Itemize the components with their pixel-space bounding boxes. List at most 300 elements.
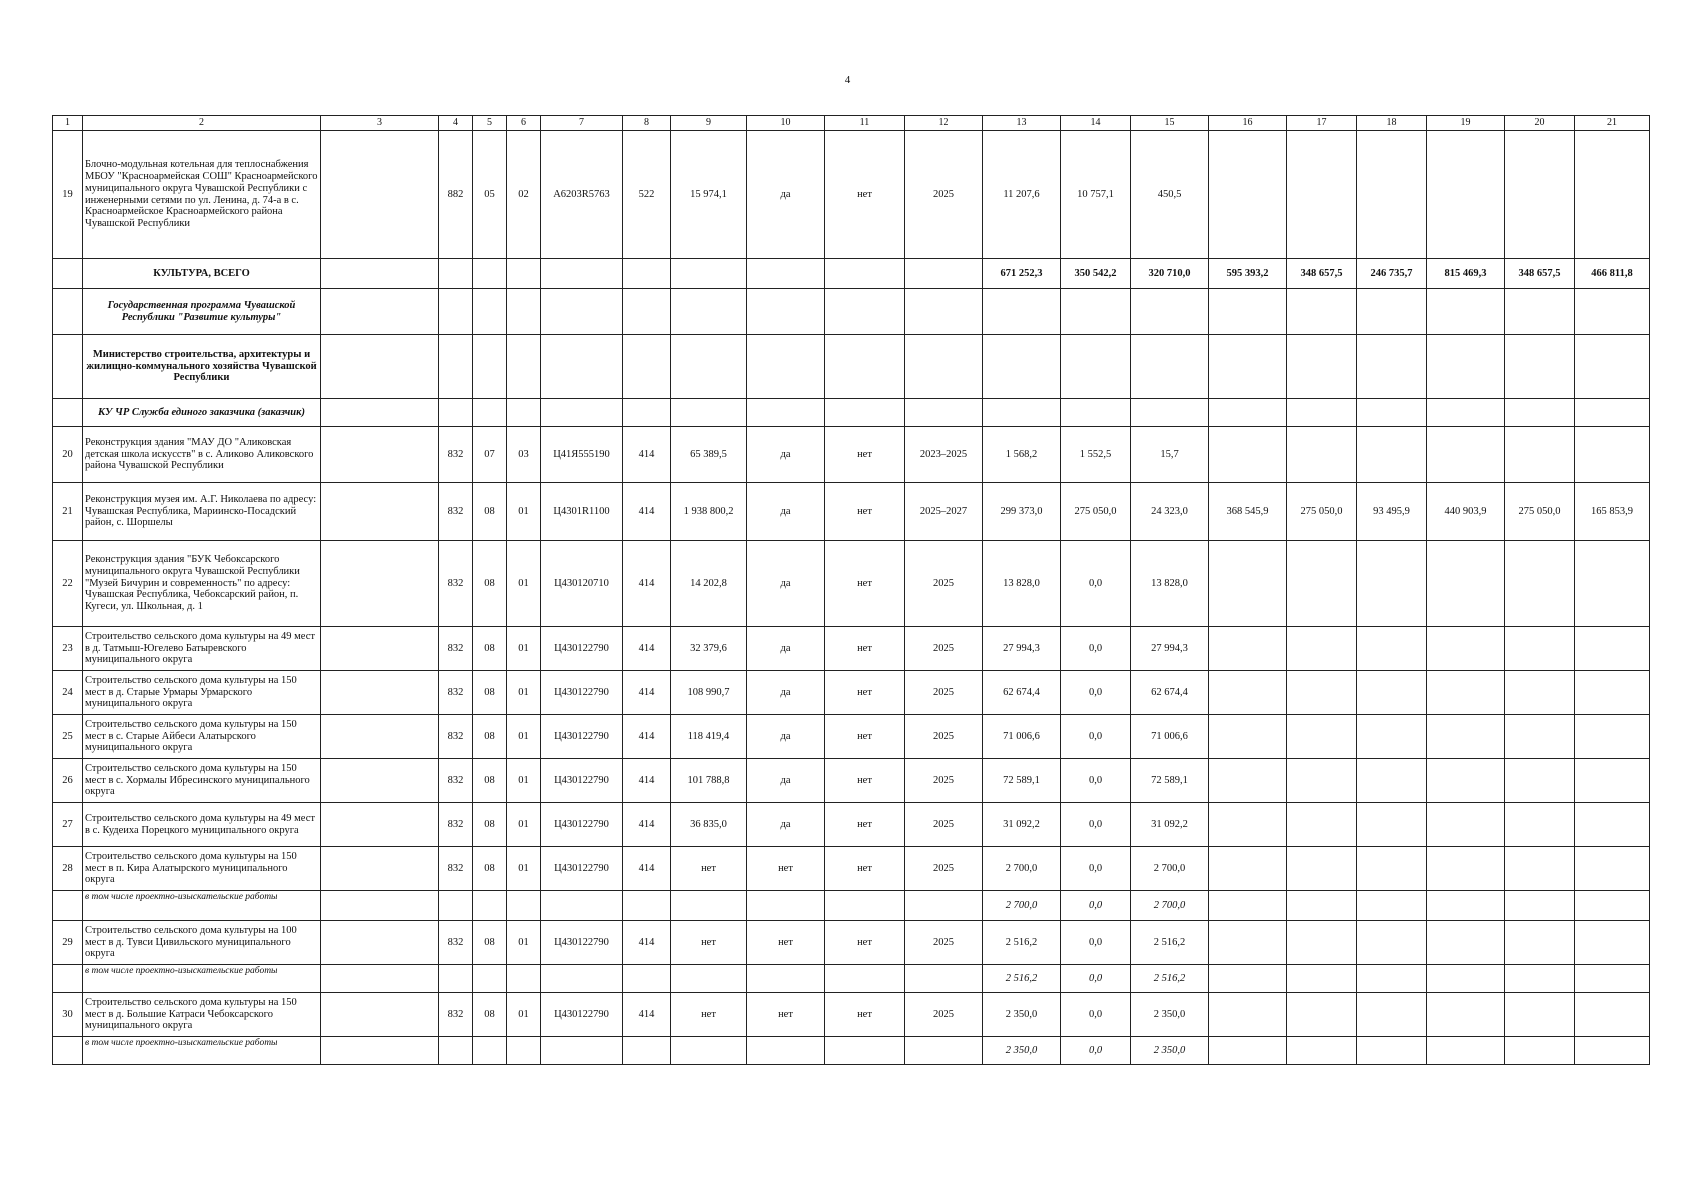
amount-cell: 2 350,0 <box>983 1037 1061 1065</box>
amount-cell: 671 252,3 <box>983 259 1061 289</box>
amount-cell <box>1505 1037 1575 1065</box>
table-cell: 01 <box>507 671 541 715</box>
table-cell <box>507 1037 541 1065</box>
amount-cell: 450,5 <box>1131 131 1209 259</box>
table-row <box>53 715 1650 759</box>
table-cell: 36 835,0 <box>671 803 747 847</box>
amount-cell <box>1575 399 1650 427</box>
table-cell: 101 788,8 <box>671 759 747 803</box>
table-cell <box>439 965 473 993</box>
amount-cell: 62 674,4 <box>983 671 1061 715</box>
object-name-cell: Министерство строительства, архитектуры и жилищно-коммунального хозяйства Чувашской Республики <box>83 335 321 399</box>
table-cell <box>671 399 747 427</box>
amount-cell <box>1357 847 1427 891</box>
table-cell: 2025 <box>905 715 983 759</box>
page-number: 4 <box>844 74 851 86</box>
amount-cell: 0,0 <box>1061 715 1131 759</box>
table-cell <box>321 627 439 671</box>
table-cell: 08 <box>473 847 507 891</box>
amount-cell <box>1287 965 1357 993</box>
table-cell <box>747 259 825 289</box>
table-cell: 832 <box>439 921 473 965</box>
amount-cell <box>1209 541 1287 627</box>
table-cell <box>671 1037 747 1065</box>
table-cell <box>541 259 623 289</box>
table-cell: 414 <box>623 993 671 1037</box>
amount-cell <box>1287 993 1357 1037</box>
amount-cell <box>1505 131 1575 259</box>
table-cell <box>473 289 507 335</box>
amount-cell: 71 006,6 <box>983 715 1061 759</box>
amount-cell: 15,7 <box>1131 427 1209 483</box>
amount-cell <box>1575 1037 1650 1065</box>
amount-cell <box>1575 541 1650 627</box>
table-cell: да <box>747 483 825 541</box>
amount-cell: 2 700,0 <box>1131 847 1209 891</box>
amount-cell: 93 495,9 <box>1357 483 1427 541</box>
header-cell: 18 <box>1357 116 1427 131</box>
table-body <box>53 116 1650 1065</box>
amount-cell <box>1209 627 1287 671</box>
row-number-cell: 26 <box>53 759 83 803</box>
table-row <box>53 921 1650 965</box>
table-cell: нет <box>825 671 905 715</box>
table-cell: Ц4301R1100 <box>541 483 623 541</box>
amount-cell <box>1209 759 1287 803</box>
object-name-cell: КУЛЬТУРА, ВСЕГО <box>83 259 321 289</box>
amount-cell <box>1427 399 1505 427</box>
amount-cell <box>1505 627 1575 671</box>
amount-cell: 1 568,2 <box>983 427 1061 483</box>
amount-cell: 13 828,0 <box>983 541 1061 627</box>
table-cell: 08 <box>473 803 507 847</box>
table-cell: 08 <box>473 759 507 803</box>
table-cell <box>321 759 439 803</box>
table-cell <box>507 399 541 427</box>
amount-cell <box>1357 1037 1427 1065</box>
amount-cell: 2 516,2 <box>983 965 1061 993</box>
table-cell <box>541 965 623 993</box>
amount-cell <box>1209 993 1287 1037</box>
table-row <box>53 541 1650 627</box>
amount-cell <box>1061 335 1131 399</box>
table-cell: 2025 <box>905 803 983 847</box>
amount-cell: 24 323,0 <box>1131 483 1209 541</box>
amount-cell <box>1357 759 1427 803</box>
amount-cell <box>1427 541 1505 627</box>
amount-cell <box>1287 847 1357 891</box>
table-row <box>53 131 1650 259</box>
row-number-cell <box>53 1037 83 1065</box>
header-cell: 11 <box>825 116 905 131</box>
table-cell: Ц430122790 <box>541 993 623 1037</box>
amount-cell <box>1575 803 1650 847</box>
table-cell <box>623 259 671 289</box>
amount-cell: 2 700,0 <box>983 847 1061 891</box>
table-cell <box>321 847 439 891</box>
amount-cell: 0,0 <box>1061 541 1131 627</box>
table-cell: да <box>747 627 825 671</box>
table-row <box>53 1037 1650 1065</box>
amount-cell: 165 853,9 <box>1575 483 1650 541</box>
amount-cell: 31 092,2 <box>983 803 1061 847</box>
table-cell: 01 <box>507 993 541 1037</box>
table-row <box>53 993 1650 1037</box>
table-cell <box>825 965 905 993</box>
table-cell: 65 389,5 <box>671 427 747 483</box>
amount-cell <box>1575 671 1650 715</box>
amount-cell <box>1575 289 1650 335</box>
table-cell: нет <box>825 993 905 1037</box>
header-cell: 9 <box>671 116 747 131</box>
amount-cell <box>1427 921 1505 965</box>
amount-cell <box>1505 803 1575 847</box>
table-cell <box>623 891 671 921</box>
table-cell <box>507 965 541 993</box>
amount-cell: 27 994,3 <box>983 627 1061 671</box>
amount-cell <box>1427 891 1505 921</box>
amount-cell: 2 516,2 <box>1131 921 1209 965</box>
table-cell: 03 <box>507 427 541 483</box>
header-cell: 6 <box>507 116 541 131</box>
table-cell <box>439 289 473 335</box>
amount-cell: 72 589,1 <box>983 759 1061 803</box>
amount-cell: 299 373,0 <box>983 483 1061 541</box>
table-cell <box>825 289 905 335</box>
table-cell: 832 <box>439 993 473 1037</box>
object-name-cell: Строительство сельского дома культуры на 150 мест в д. Старые Урмары Урмарского муниципального округа <box>83 671 321 715</box>
table-row <box>53 847 1650 891</box>
row-number-cell: 28 <box>53 847 83 891</box>
amount-cell <box>1505 289 1575 335</box>
amount-cell: 2 516,2 <box>983 921 1061 965</box>
object-name-cell: Строительство сельского дома культуры на 49 мест в с. Кудеиха Порецкого муниципального округа <box>83 803 321 847</box>
amount-cell: 2 350,0 <box>1131 993 1209 1037</box>
table-row <box>53 335 1650 399</box>
amount-cell <box>983 289 1061 335</box>
table-cell: 08 <box>473 627 507 671</box>
amount-cell: 1 552,5 <box>1061 427 1131 483</box>
amount-cell: 275 050,0 <box>1505 483 1575 541</box>
amount-cell <box>1131 289 1209 335</box>
table-cell: 414 <box>623 541 671 627</box>
amount-cell <box>1505 891 1575 921</box>
table-cell: 2025 <box>905 759 983 803</box>
table-cell: 414 <box>623 759 671 803</box>
table-cell: А6203R5763 <box>541 131 623 259</box>
table-cell <box>321 335 439 399</box>
row-number-cell <box>53 335 83 399</box>
table-cell <box>321 483 439 541</box>
object-name-cell: Строительство сельского дома культуры на 150 мест в д. Большие Катраси Чебоксарского муниципального округа <box>83 993 321 1037</box>
object-name-cell: в том числе проектно-изыскательские работы <box>83 891 321 921</box>
table-row <box>53 803 1650 847</box>
table-cell: 08 <box>473 921 507 965</box>
table-row <box>53 891 1650 921</box>
table-cell: да <box>747 427 825 483</box>
amount-cell: 10 757,1 <box>1061 131 1131 259</box>
amount-cell: 2 700,0 <box>983 891 1061 921</box>
table-cell <box>541 399 623 427</box>
amount-cell: 348 657,5 <box>1287 259 1357 289</box>
table-cell: 1 938 800,2 <box>671 483 747 541</box>
amount-cell <box>1427 759 1505 803</box>
amount-cell: 11 207,6 <box>983 131 1061 259</box>
amount-cell: 71 006,6 <box>1131 715 1209 759</box>
table-cell <box>439 259 473 289</box>
amount-cell: 0,0 <box>1061 627 1131 671</box>
amount-cell <box>1209 131 1287 259</box>
table-cell: 01 <box>507 715 541 759</box>
object-name-cell: Строительство сельского дома культуры на 49 мест в д. Татмыш-Югелево Батыревского муниципального округа <box>83 627 321 671</box>
amount-cell <box>1287 803 1357 847</box>
table-cell <box>671 891 747 921</box>
header-cell: 17 <box>1287 116 1357 131</box>
row-number-cell <box>53 289 83 335</box>
object-name-cell: в том числе проектно-изыскательские работы <box>83 965 321 993</box>
table-cell <box>825 335 905 399</box>
table-cell: 01 <box>507 847 541 891</box>
amount-cell <box>1357 993 1427 1037</box>
amount-cell <box>1575 993 1650 1037</box>
table-cell <box>671 259 747 289</box>
table-cell: нет <box>825 847 905 891</box>
amount-cell: 275 050,0 <box>1061 483 1131 541</box>
amount-cell <box>1427 335 1505 399</box>
amount-cell: 320 710,0 <box>1131 259 1209 289</box>
table-cell: 832 <box>439 671 473 715</box>
table-cell <box>825 1037 905 1065</box>
amount-cell: 2 700,0 <box>1131 891 1209 921</box>
table-cell <box>905 1037 983 1065</box>
table-cell <box>905 399 983 427</box>
amount-cell: 0,0 <box>1061 921 1131 965</box>
table-cell <box>507 891 541 921</box>
amount-cell <box>1357 427 1427 483</box>
amount-cell <box>1287 921 1357 965</box>
table-cell <box>905 259 983 289</box>
table-cell: 2025 <box>905 993 983 1037</box>
amount-cell <box>1427 671 1505 715</box>
table-row <box>53 483 1650 541</box>
row-number-cell <box>53 399 83 427</box>
table-cell: 07 <box>473 427 507 483</box>
table-cell: 832 <box>439 427 473 483</box>
amount-cell: 2 350,0 <box>1131 1037 1209 1065</box>
table-row <box>53 965 1650 993</box>
table-cell: Ц430122790 <box>541 671 623 715</box>
table-cell: Ц430122790 <box>541 847 623 891</box>
table-cell: 08 <box>473 483 507 541</box>
header-cell: 10 <box>747 116 825 131</box>
table-cell <box>905 289 983 335</box>
table-cell <box>747 399 825 427</box>
amount-cell: 0,0 <box>1061 803 1131 847</box>
header-cell: 5 <box>473 116 507 131</box>
row-number-cell: 23 <box>53 627 83 671</box>
table-cell: 01 <box>507 921 541 965</box>
amount-cell <box>1131 335 1209 399</box>
table-row <box>53 759 1650 803</box>
amount-cell <box>1061 289 1131 335</box>
table-cell: нет <box>747 921 825 965</box>
table-cell: 01 <box>507 627 541 671</box>
table-cell <box>321 803 439 847</box>
amount-cell: 0,0 <box>1061 847 1131 891</box>
amount-cell: 0,0 <box>1061 965 1131 993</box>
amount-cell <box>1575 759 1650 803</box>
row-number-cell <box>53 891 83 921</box>
table-cell <box>541 335 623 399</box>
header-cell: 4 <box>439 116 473 131</box>
table-cell <box>747 335 825 399</box>
amount-cell <box>1209 715 1287 759</box>
table-cell <box>623 289 671 335</box>
header-cell: 21 <box>1575 116 1650 131</box>
amount-cell <box>1287 671 1357 715</box>
amount-cell <box>1209 803 1287 847</box>
table-cell: 15 974,1 <box>671 131 747 259</box>
amount-cell <box>1505 993 1575 1037</box>
table-cell: 2025 <box>905 921 983 965</box>
amount-cell: 348 657,5 <box>1505 259 1575 289</box>
amount-cell <box>1287 1037 1357 1065</box>
amount-cell <box>983 335 1061 399</box>
amount-cell <box>1427 715 1505 759</box>
header-cell: 1 <box>53 116 83 131</box>
amount-cell: 368 545,9 <box>1209 483 1287 541</box>
amount-cell <box>1209 289 1287 335</box>
object-name-cell: Реконструкция здания "МАУ ДО "Аликовская детская школа искусств" в с. Аликово Аликовского района Чувашской Республики <box>83 427 321 483</box>
table-cell <box>321 541 439 627</box>
amount-cell <box>1357 965 1427 993</box>
table-cell <box>747 1037 825 1065</box>
row-number-cell: 24 <box>53 671 83 715</box>
amount-cell <box>1427 1037 1505 1065</box>
header-cell: 19 <box>1427 116 1505 131</box>
amount-cell <box>1357 671 1427 715</box>
object-name-cell: КУ ЧР Служба единого заказчика (заказчик) <box>83 399 321 427</box>
amount-cell: 440 903,9 <box>1427 483 1505 541</box>
amount-cell <box>1575 847 1650 891</box>
amount-cell: 31 092,2 <box>1131 803 1209 847</box>
table-cell: 882 <box>439 131 473 259</box>
amount-cell: 2 516,2 <box>1131 965 1209 993</box>
amount-cell <box>1287 891 1357 921</box>
table-cell: нет <box>825 921 905 965</box>
row-number-cell: 25 <box>53 715 83 759</box>
header-cell: 8 <box>623 116 671 131</box>
row-number-cell: 29 <box>53 921 83 965</box>
amount-cell <box>1287 427 1357 483</box>
table-cell <box>825 399 905 427</box>
amount-cell <box>1209 847 1287 891</box>
table-cell <box>905 965 983 993</box>
amount-cell: 27 994,3 <box>1131 627 1209 671</box>
table-cell: 32 379,6 <box>671 627 747 671</box>
table-cell <box>747 965 825 993</box>
amount-cell <box>1287 541 1357 627</box>
table-cell: 414 <box>623 427 671 483</box>
table-cell <box>507 259 541 289</box>
table-cell <box>905 335 983 399</box>
table-cell: да <box>747 759 825 803</box>
table-cell: 05 <box>473 131 507 259</box>
amount-cell <box>1505 965 1575 993</box>
table-cell: 02 <box>507 131 541 259</box>
table-cell: 08 <box>473 993 507 1037</box>
amount-cell: 466 811,8 <box>1575 259 1650 289</box>
table-cell <box>825 891 905 921</box>
table-cell: нет <box>747 993 825 1037</box>
amount-cell: 0,0 <box>1061 1037 1131 1065</box>
table-cell: 08 <box>473 715 507 759</box>
table-cell <box>321 715 439 759</box>
amount-cell <box>1287 627 1357 671</box>
table-cell <box>747 891 825 921</box>
amount-cell <box>1287 715 1357 759</box>
amount-cell <box>1209 921 1287 965</box>
table-cell: нет <box>825 483 905 541</box>
object-name-cell: Блочно-модульная котельная для теплоснабжения МБОУ "Красноармейская СОШ" Красноармейского муниципального округа Чувашской Республики с инженерными сетями по ул. Ленина, д. 74-а в с. Красноармейское Красноармейского района Чувашской Республики <box>83 131 321 259</box>
table-cell: 2023–2025 <box>905 427 983 483</box>
table-cell <box>321 131 439 259</box>
amount-cell: 350 542,2 <box>1061 259 1131 289</box>
table-cell <box>473 891 507 921</box>
amount-cell <box>1131 399 1209 427</box>
amount-cell <box>1505 399 1575 427</box>
amount-cell <box>1575 921 1650 965</box>
amount-cell <box>1357 627 1427 671</box>
table-cell: 414 <box>623 803 671 847</box>
table-cell: 832 <box>439 627 473 671</box>
table-cell: Ц41Я555190 <box>541 427 623 483</box>
amount-cell: 0,0 <box>1061 891 1131 921</box>
table-cell <box>321 921 439 965</box>
table-cell <box>439 891 473 921</box>
amount-cell <box>1505 541 1575 627</box>
object-name-cell: Реконструкция здания "БУК Чебоксарского муниципального округа Чувашской Республики "Музей Бичурин и современность" по адресу: Чувашская Республика, Чебоксарский район, п. Кугеси, ул. Школьная, д. 1 <box>83 541 321 627</box>
amount-cell <box>1575 131 1650 259</box>
table-cell: нет <box>825 803 905 847</box>
table-cell <box>321 1037 439 1065</box>
table-cell: нет <box>671 847 747 891</box>
object-name-cell: в том числе проектно-изыскательские работы <box>83 1037 321 1065</box>
table-cell <box>473 335 507 399</box>
amount-cell <box>1357 131 1427 259</box>
amount-cell: 246 735,7 <box>1357 259 1427 289</box>
table-cell: Ц430122790 <box>541 803 623 847</box>
table-cell: да <box>747 803 825 847</box>
amount-cell <box>1505 335 1575 399</box>
amount-cell: 72 589,1 <box>1131 759 1209 803</box>
amount-cell <box>1575 627 1650 671</box>
table-cell: 832 <box>439 715 473 759</box>
amount-cell <box>1427 993 1505 1037</box>
table-cell: 414 <box>623 715 671 759</box>
header-cell: 2 <box>83 116 321 131</box>
amount-cell <box>1505 759 1575 803</box>
table-cell: 832 <box>439 483 473 541</box>
amount-cell <box>983 399 1061 427</box>
table-cell <box>623 335 671 399</box>
amount-cell <box>1505 715 1575 759</box>
amount-cell: 595 393,2 <box>1209 259 1287 289</box>
table-cell <box>541 1037 623 1065</box>
table-cell <box>321 427 439 483</box>
amount-cell: 13 828,0 <box>1131 541 1209 627</box>
table-cell: нет <box>825 541 905 627</box>
